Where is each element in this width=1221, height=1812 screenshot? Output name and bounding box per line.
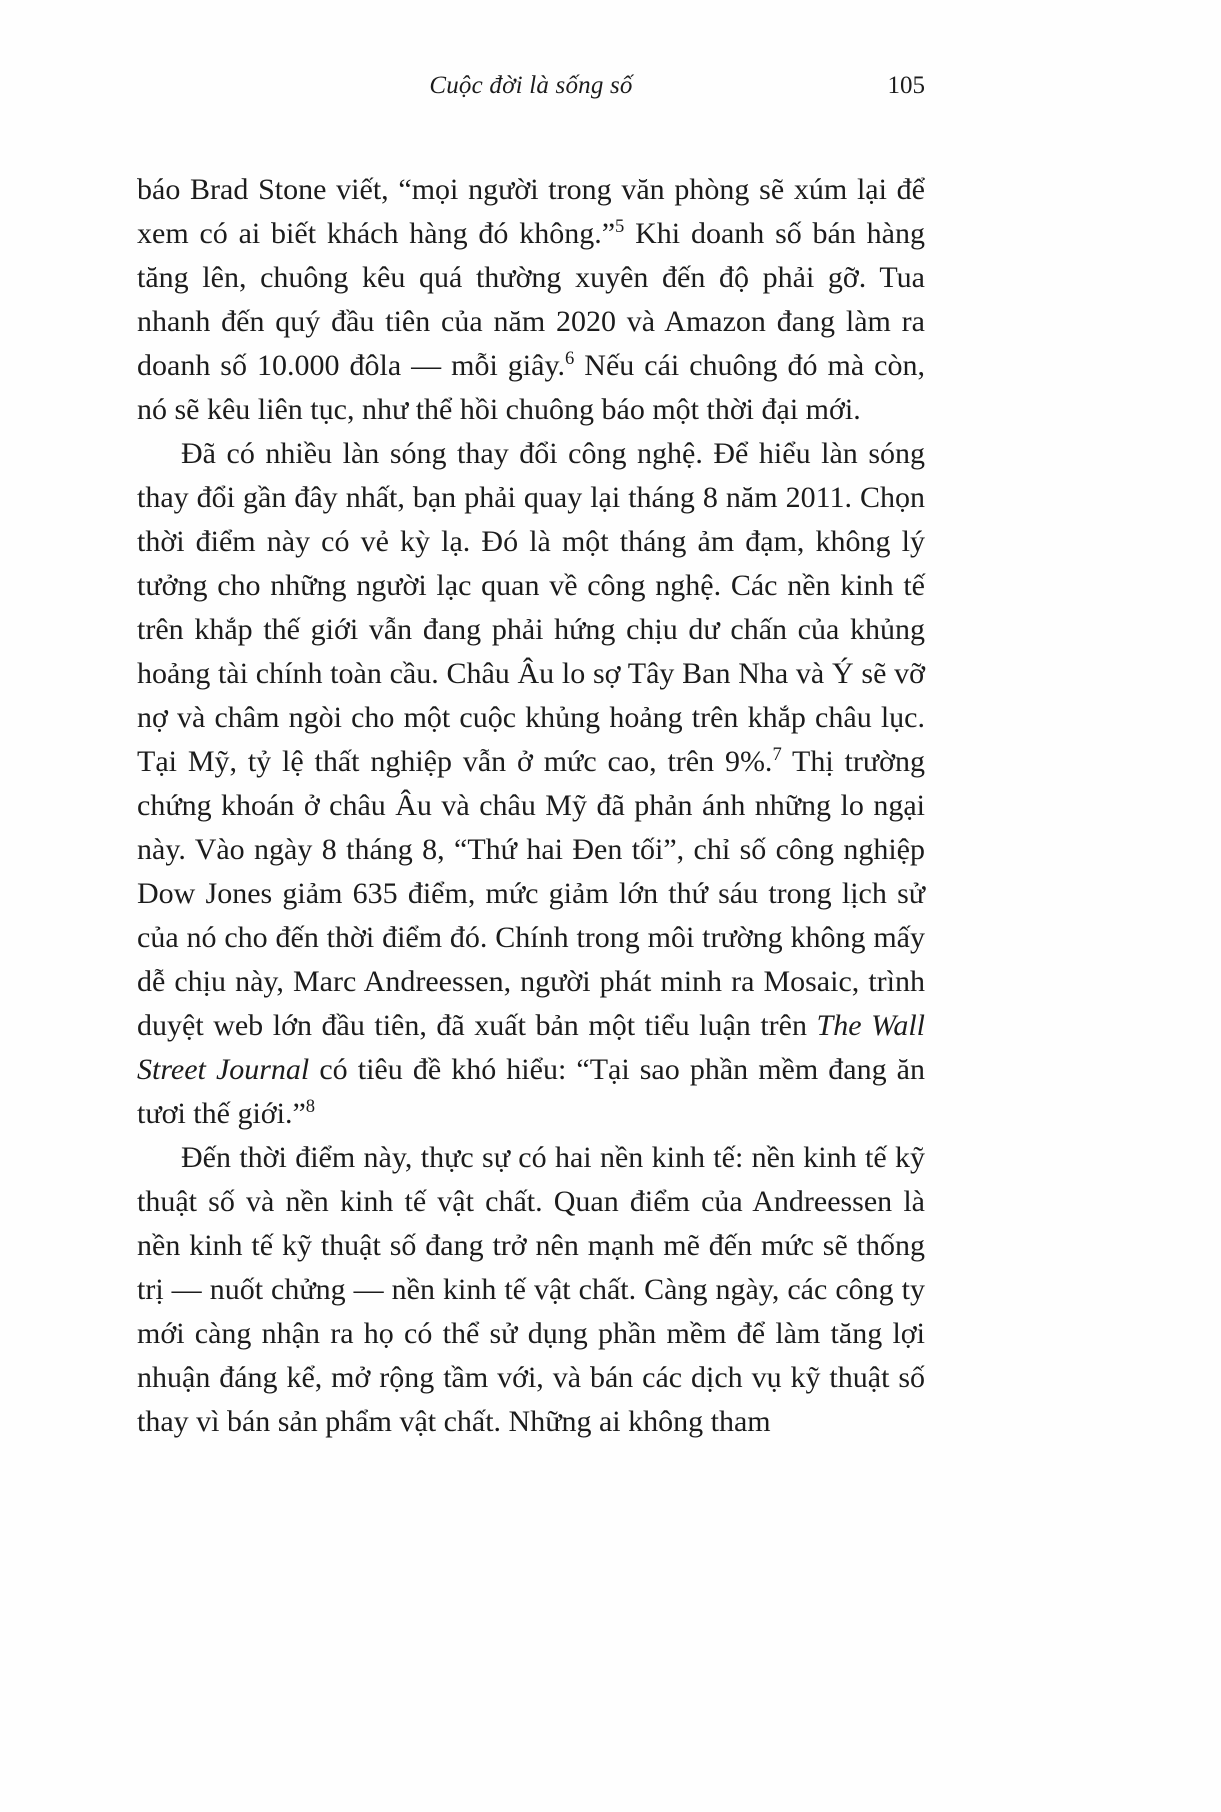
text-segment: Đến thời điểm này, thực sự có hai nền kinh tế: nền kinh tế kỹ thuật số và nền kinh tế vật chất. Quan điểm của Andreessen là nền kinh tế kỹ thuật số đang trở nên mạnh mẽ đến mức sẽ thống trị — nuốt chửng — nền kinh tế vật chất. Càng ngày, các công ty mới càng nhận ra họ có thể sử dụng phần mềm để làm tăng lợi nhuận đáng kể, mở rộng tầm với, và bán các dịch vụ kỹ thuật số thay vì bán sản phẩm vật chất. Những ai không tham	[137, 1141, 925, 1438]
paragraph	[137, 1136, 925, 1444]
paragraph	[137, 432, 925, 1136]
footnote-ref: 6	[565, 348, 575, 369]
page-header	[137, 70, 925, 110]
page-body	[137, 168, 925, 1444]
text-segment: Thị trường chứng khoán ở châu Âu và châu Mỹ đã phản ánh những lo ngại này. Vào ngày 8 tháng 8, “Thứ hai Đen tối”, chỉ số công nghiệp Dow Jones giảm 635 điểm, mức giảm lớn thứ sáu trong lịch sử của nó cho đến thời điểm đó. Chính trong môi trường không mấy dễ chịu này, Marc Andreessen, người phát minh ra Mosaic, trình duyệt web lớn đầu tiên, đã xuất bản một tiểu luận trên	[137, 745, 925, 1042]
text-segment: Nếu cái chuông đó mà còn, nó sẽ kêu liên tục, như thể hồi chuông báo một thời đại mới.	[137, 349, 926, 426]
footnote-ref: 8	[305, 1096, 316, 1117]
publication-title: The Wall Street Journal	[137, 1009, 926, 1086]
text-segment: có tiêu đề khó hiểu: “Tại sao phần mềm đang ăn tươi thế giới.”	[137, 1053, 925, 1130]
text-segment: Khi doanh số bán hàng tăng lên, chuông kêu quá thường xuyên đến độ phải gỡ. Tua nhanh đến quý đầu tiên của năm 2020 và Amazon đang làm ra doanh số 10.000 đôla — mỗi giây.	[137, 217, 925, 382]
paragraph	[137, 168, 925, 432]
page-number: 105	[887, 72, 925, 99]
text-segment: Đã có nhiều làn sóng thay đổi công nghệ. Để hiểu làn sóng thay đổi gần đây nhất, bạn phải quay lại tháng 8 năm 2011. Chọn thời điểm này có vẻ kỳ lạ. Đó là một tháng ảm đạm, không lý tưởng cho những người lạc quan về công nghệ. Các nền kinh tế trên khắp thế giới vẫn đang phải hứng chịu dư chấn của khủng hoảng tài chính toàn cầu. Châu Âu lo sợ Tây Ban Nha và Ý sẽ vỡ nợ và châm ngòi cho một cuộc khủng hoảng trên khắp châu lục. Tại Mỹ, tỷ lệ thất nghiệp vẫn ở mức cao, trên 9%.	[137, 437, 925, 778]
footnote-ref: 5	[615, 216, 625, 237]
footnote-ref: 7	[772, 744, 782, 765]
text-segment: báo Brad Stone viết, “mọi người trong văn phòng sẽ xúm lại để xem có ai biết khách hàng đó không.”	[137, 173, 925, 250]
running-title: Cuộc đời là sống số	[429, 72, 633, 99]
